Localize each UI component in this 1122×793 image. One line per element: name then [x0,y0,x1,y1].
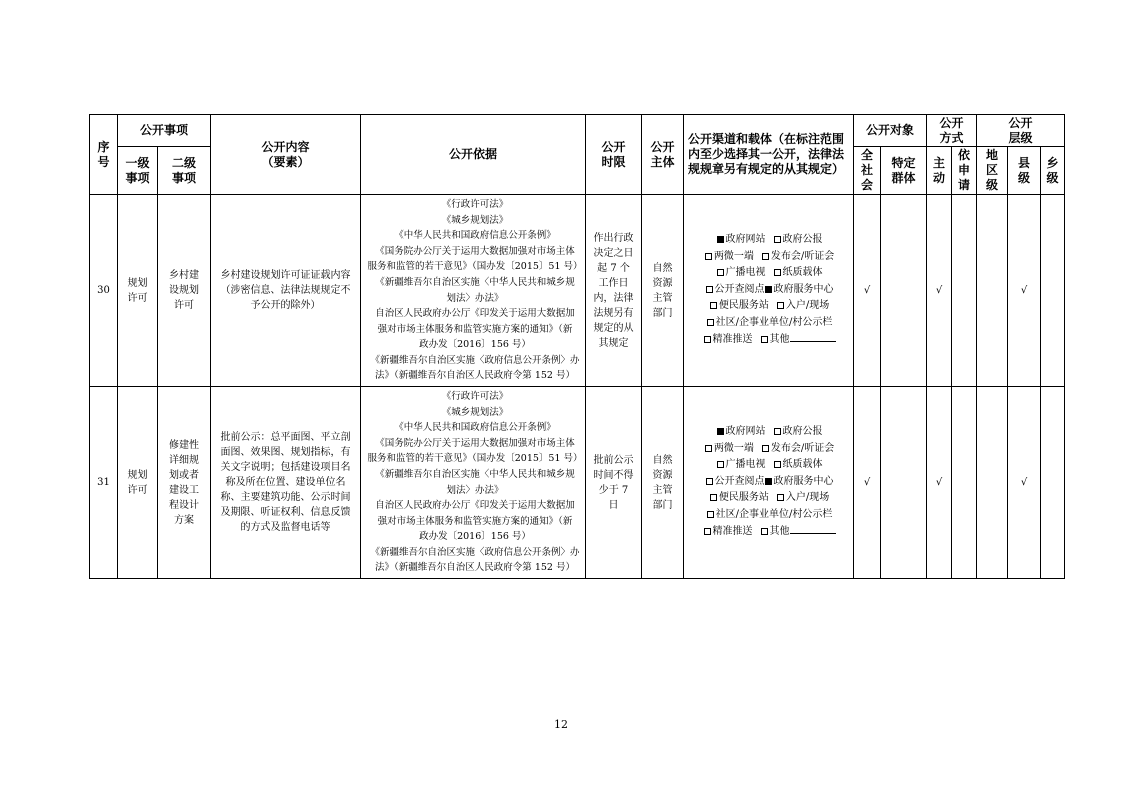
disclosure-table [89,114,1065,579]
row-active: √ [927,387,952,579]
header-row-1 [90,115,1065,147]
row-level2: 修建性详细规划或者建设工程设计方案 [158,387,211,579]
row-specific [881,387,927,579]
header-object: 公开对象 [854,115,927,147]
header-all-society: 全社会 [854,147,881,195]
row-region [977,195,1008,387]
header-town: 乡级 [1041,147,1065,195]
row-specific [881,195,927,387]
checkbox-icon [762,253,769,260]
checkbox-icon [706,286,713,293]
row-content: 批前公示：总平面图、平立剖面图、效果图、规划指标，有关文字说明；包括建设项目名称及所在位置、建设单位名称、主要建筑功能、公示时间及期限、听证权利、信息反馈的方式及监督电话等 [211,387,361,579]
checkbox-icon [762,445,769,452]
checkbox-icon [707,319,714,326]
header-apply: 依申请 [952,147,977,195]
row-level2: 乡村建设规划许可 [158,195,211,387]
row-county: √ [1008,387,1041,579]
header-level2: 二级事项 [158,147,211,195]
header-level1: 一级事项 [118,147,158,195]
blank-line [790,331,836,342]
header-matter: 公开事项 [118,115,211,147]
checkbox-checked-icon [717,236,724,243]
row-basis: 《行政许可法》 《城乡规划法》 《中华人民共和国政府信息公开条例》 《国务院办公厅关于运用大数据加强对市场主体 服务和监管的若干意见》（国办发〔2015〕51 号） 《新疆维吾尔自治区实施〈中华人民共和城乡规 划法〉办法》 自治区人民政府办公厅《印发关于运用大数据加 强对市场主体服务和监管实施方案的通知》（新 政办发〔2016〕156 号） 《新疆维吾尔自治区实施〈政府信息公开条例〉办 法》（新疆维吾尔自治区人民政府令第 152 号） [361,195,586,387]
header-channel: 公开渠道和载体（在标注范围 内至少选择其一公开，法律法 规规章另有规定的从其规定） [684,115,854,195]
row-all-society: √ [854,195,881,387]
row-channels: 政府网站 政府公报 两微一端 发布会/听证会 广播电视 纸质载体 公开查阅点 政府服务中心 便民服务站 入户/现场 社区/企事业单位/村公示栏 精准推送 其他 [684,195,854,387]
checkbox-icon [706,478,713,485]
checkbox-icon [705,445,712,452]
row-time-limit: 批前公示时间不得少于 7 日 [586,387,642,579]
row-apply [952,387,977,579]
checkbox-icon [761,528,768,535]
header-time-limit: 公开时限 [586,115,642,195]
row-seq: 30 [90,195,118,387]
row-apply [952,195,977,387]
checkbox-icon [774,269,781,276]
row-level1: 规划许可 [118,195,158,387]
row-all-society: √ [854,387,881,579]
row-content: 乡村建设规划许可证证载内容（涉密信息、法律法规规定不予公开的除外） [211,195,361,387]
checkbox-checked-icon [765,286,772,293]
header-county: 县级 [1008,147,1041,195]
checkbox-icon [777,494,784,501]
header-content: 公开内容 （要素） [211,115,361,195]
row-town [1041,387,1065,579]
blank-line [790,523,836,534]
row-active: √ [927,195,952,387]
checkbox-icon [774,461,781,468]
header-tier: 公开层级 [977,115,1065,147]
checkbox-icon [717,269,724,276]
checkbox-icon [774,428,781,435]
checkbox-icon [717,461,724,468]
header-region: 地区级 [977,147,1008,195]
checkbox-icon [761,336,768,343]
table-row [90,195,1065,387]
row-town [1041,195,1065,387]
header-basis: 公开依据 [361,115,586,195]
checkbox-icon [704,528,711,535]
page-number: 12 [554,718,568,731]
checkbox-icon [774,236,781,243]
row-channels: 政府网站 政府公报 两微一端 发布会/听证会 广播电视 纸质载体 公开查阅点 政府服务中心 便民服务站 入户/现场 社区/企事业单位/村公示栏 精准推送 其他 [684,387,854,579]
table-row [90,387,1065,579]
checkbox-icon [704,336,711,343]
header-active: 主动 [927,147,952,195]
row-county: √ [1008,195,1041,387]
header-subject: 公开主体 [642,115,684,195]
row-seq: 31 [90,387,118,579]
checkbox-icon [777,302,784,309]
row-region [977,387,1008,579]
row-basis: 《行政许可法》 《城乡规划法》 《中华人民共和国政府信息公开条例》 《国务院办公厅关于运用大数据加强对市场主体 服务和监管的若干意见》（国办发〔2015〕51 号） 《新疆维吾尔自治区实施〈中华人民共和城乡规 划法〉办法》 自治区人民政府办公厅《印发关于运用大数据加 强对市场主体服务和监管实施方案的通知》（新 政办发〔2016〕156 号） 《新疆维吾尔自治区实施〈政府信息公开条例〉办 法》（新疆维吾尔自治区人民政府令第 152 号） [361,387,586,579]
header-seq: 序号 [90,115,118,195]
checkbox-icon [710,494,717,501]
header-method: 公开方式 [927,115,977,147]
checkbox-icon [707,511,714,518]
checkbox-checked-icon [717,428,724,435]
row-time-limit: 作出行政决定之日起 7 个工作日内，法律法规另有规定的从其规定 [586,195,642,387]
checkbox-icon [710,302,717,309]
row-subject: 自然资源主管部门 [642,387,684,579]
row-subject: 自然资源主管部门 [642,195,684,387]
row-level1: 规划许可 [118,387,158,579]
checkbox-icon [705,253,712,260]
header-specific: 特定群体 [881,147,927,195]
checkbox-checked-icon [765,478,772,485]
